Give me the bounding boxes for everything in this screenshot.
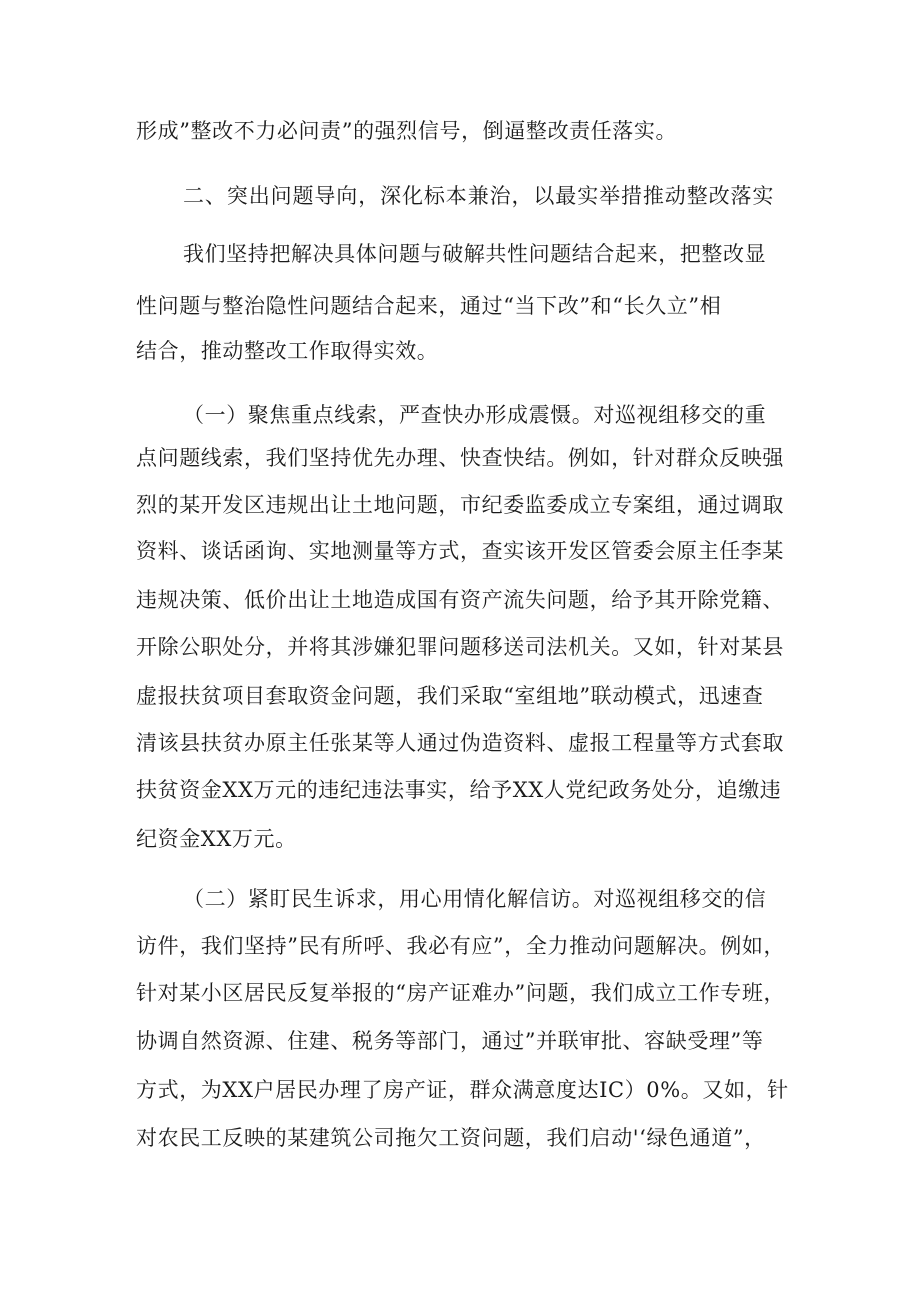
paragraph-line: 开除公职处分，并将其涉嫌犯罪问题移送司法机关。又如，针对某县	[136, 635, 784, 659]
paragraph-line: 纪资金XX万元。	[136, 827, 297, 851]
paragraph-line: 扶贫资金XX万元的违纪违法事实，给予XX人党纪政务处分，追缴违	[136, 778, 782, 802]
paragraph-line: 违规决策、低价出让土地造成国有资产流失问题，给予其开除党籍、	[136, 588, 784, 612]
paragraph-line: 清该县扶贫办原主任张某等人通过伪造资料、虚报工程量等方式套取	[136, 731, 784, 755]
paragraph-line: 对农民工反映的某建筑公司拖欠工资问题，我们启动'‘绿色通道”，	[136, 1126, 766, 1150]
paragraph-line: 协调自然资源、住建、税务等部门，通过”并联审批、容缺受理”等	[136, 1029, 764, 1053]
carryover-line: 形成”整改不力必问责”的强烈信号，倒逼整改责任落实。	[136, 119, 678, 143]
paragraph-line: 烈的某开发区违规出让土地问题，市纪委监委成立专案组，通过调取	[136, 493, 784, 517]
paragraph-line: 资料、谈话函询、实地测量等方式，查实该开发区管委会原主任李某	[136, 539, 784, 563]
paragraph-line: 针对某小区居民反复举报的“房产证难办”问题，我们成立工作专班，	[136, 981, 786, 1005]
paragraph-line: 性问题与整治隐性问题结合起来，通过“当下改”和“长久立”相	[136, 294, 722, 318]
paragraph-line: 虚报扶贫项目套取资金问题，我们采取“室组地”联动模式，迅速查	[136, 684, 764, 708]
paragraph-line: （一）聚焦重点线索，严查快办形成震慑。对巡视组移交的重	[183, 403, 767, 427]
paragraph-line: 方式，为XX户居民办理了房产证，群众满意度达IC）0%。又如，针	[136, 1078, 789, 1102]
paragraph-line: （二）紧盯民生诉求，用心用情化解信访。对巡视组移交的信	[183, 887, 767, 911]
paragraph-line: 访件，我们坚持”民有所呼、我必有应”，全力推动问题解决。例如，	[136, 934, 786, 958]
section-heading: 二、突出问题导向，深化标本兼治，以最实举措推动整改落实	[183, 184, 775, 208]
paragraph-line: 我们坚持把解决具体问题与破解共性问题结合起来，把整改显	[183, 242, 767, 266]
paragraph-line: 结合，推动整改工作取得实效。	[136, 339, 439, 363]
paragraph-line: 点问题线索，我们坚持优先办理、快查快结。例如，针对群众反映强	[136, 446, 784, 470]
